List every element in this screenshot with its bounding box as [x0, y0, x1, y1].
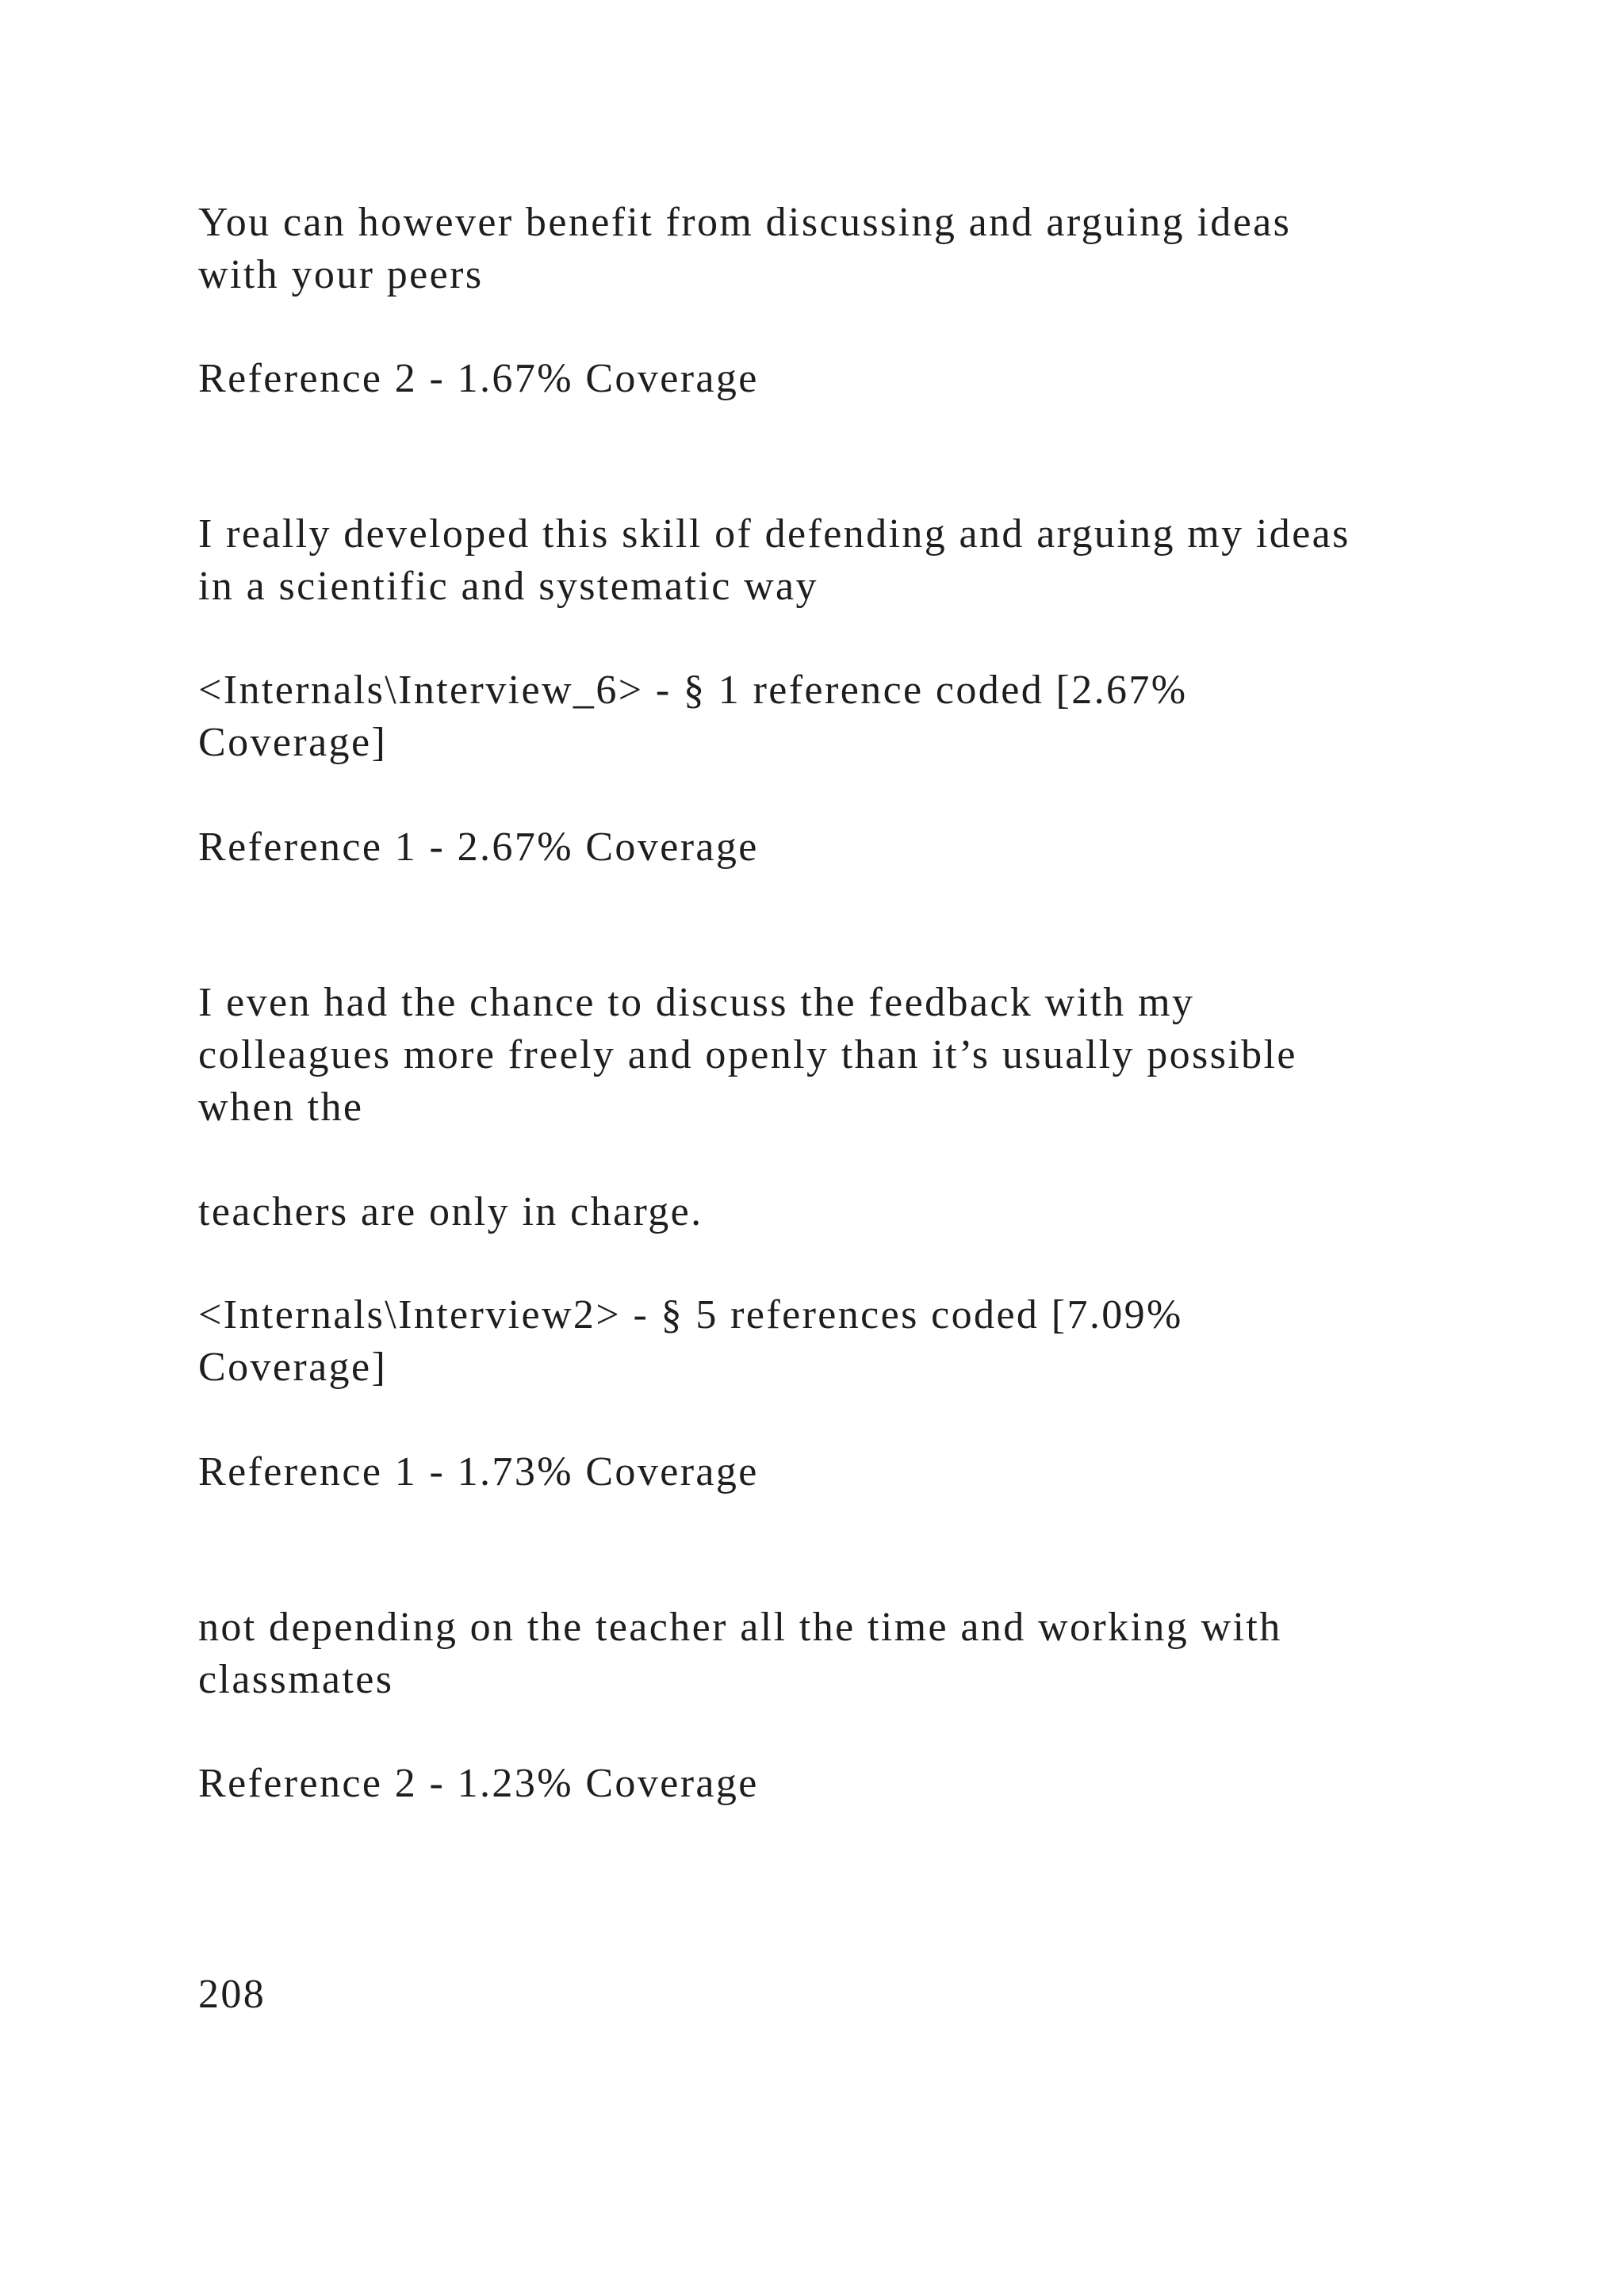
- reference-heading: Reference 2 - 1.23% Coverage: [198, 1761, 759, 1806]
- reference-heading: Reference 1 - 2.67% Coverage: [198, 825, 759, 870]
- source-heading: <Internals\Interview_6> - § 1 reference coded [2.67%: [198, 668, 1188, 713]
- quote-line: I really developed this skill of defending and arguing my ideas: [198, 511, 1350, 557]
- quote-line: classmates: [198, 1657, 394, 1702]
- quote-line: You can however benefit from discussing and arguing ideas: [198, 200, 1292, 245]
- reference-heading: Reference 2 - 1.67% Coverage: [198, 356, 759, 401]
- quote-line: with your peers: [198, 252, 484, 297]
- quote-line: when the: [198, 1085, 364, 1130]
- quote-line: in a scientific and systematic way: [198, 564, 818, 609]
- source-heading: <Internals\Interview2> - § 5 references coded [7.09%: [198, 1292, 1183, 1337]
- quote-line: teachers are only in charge.: [198, 1189, 703, 1234]
- page-number: 208: [198, 1972, 266, 2017]
- quote-line: I even had the chance to discuss the feedback with my: [198, 980, 1195, 1025]
- reference-heading: Reference 1 - 1.73% Coverage: [198, 1449, 759, 1494]
- quote-line: colleagues more freely and openly than it’s usually possible: [198, 1032, 1297, 1077]
- source-heading: Coverage]: [198, 720, 388, 765]
- quote-line: not depending on the teacher all the time and working with: [198, 1605, 1282, 1650]
- source-heading: Coverage]: [198, 1345, 388, 1390]
